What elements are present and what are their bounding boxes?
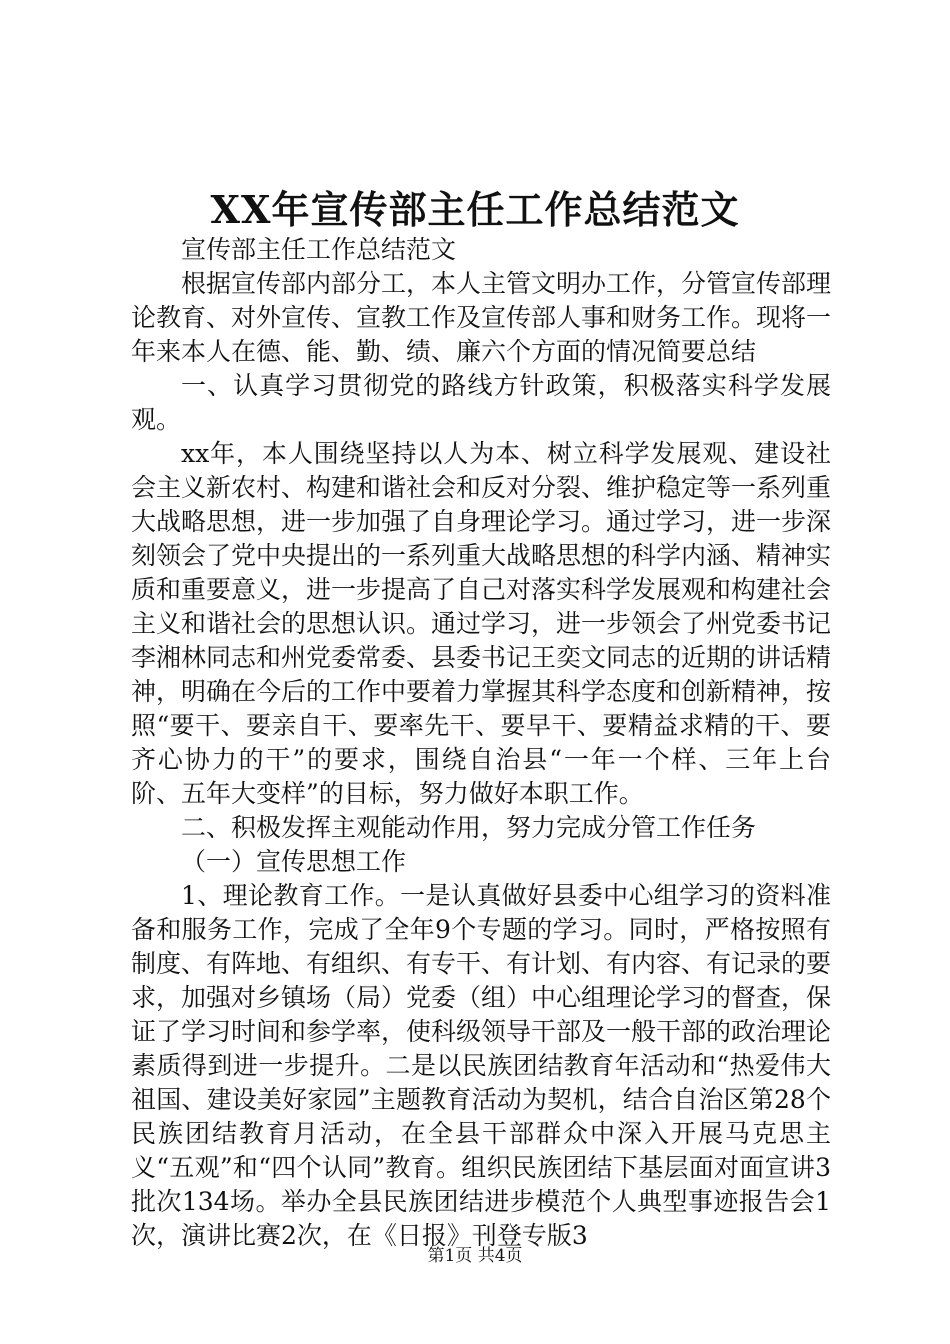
paragraph-theory-education: 1、理论教育工作。一是认真做好县委中心组学习的资料准备和服务工作，完成了全年9个专题的学习。同时，严格按照有制度、有阵地、有组织、有专干、有计划、有内容、有记录的要求，加强对乡镇场（局）党委（组）中心组理论学习的督查，保证了学习时间和参学率，使科级领导干部及一般干部的政治理论素质得到进一步提升。二是以民族团结教育年活动和“热爱伟大祖国、建设美好家园”主题教育活动为契机，结合自治区第28个民族团结教育月活动，在全县干部群众中深入开展马克思主义“五观”和“四个认同”教育。组织民族团结下基层面对面宣讲3批次134场。举办全县民族团结进步模范个人典型事迹报告会1次，演讲比赛2次，在《日报》刊登专版3 — [131, 881, 832, 1250]
paragraph-section-1: xx年，本人围绕坚持以人为本、树立科学发展观、建设社会主义新农村、构建和谐社会和反对分裂、维护稳定等一系列重大战略思想，进一步加强了自身理论学习。通过学习，进一步深刻领会了党中央提出的一系列重大战略思想的科学内涵、精神实质和重要意义，进一步提高了自己对落实科学发展观和构建社会主义和谐社会的思想认识。通过学习，进一步领会了州党委书记李湘林同志和州党委常委、县委书记王奕文同志的近期的讲话精神，明确在今后的工作中要着力掌握其科学态度和创新精神，按照“要干、要亲自干、要率先干、要早干、要精益求精的干、要齐心协力的干”的要求，围绕自治县“一年一个样、三年上台阶、五年大变样”的目标，努力做好本职工作。 — [131, 439, 832, 808]
paragraph-intro: 根据宣传部内部分工，本人主管文明办工作，分管宣传部理论教育、对外宣传、宣教工作及宣传部人事和财务工作。现将一年来本人在德、能、勤、绩、廉六个方面的情况简要总结 — [131, 269, 832, 366]
heading-section-2: 二、积极发挥主观能动作用，努力完成分管工作任务 — [181, 813, 757, 842]
document-title: XX年宣传部主任工作总结范文 — [210, 187, 740, 232]
heading-section-1: 一、认真学习贯彻党的路线方针政策，积极落实科学发展观。 — [131, 371, 831, 434]
document-body — [131, 233, 831, 1253]
paragraph-subtitle: 宣传部主任工作总结范文 — [181, 235, 457, 264]
heading-subsection-1: （一）宣传思想工作 — [181, 847, 407, 876]
page-number-footer: 第1页 共4页 — [427, 1246, 523, 1266]
